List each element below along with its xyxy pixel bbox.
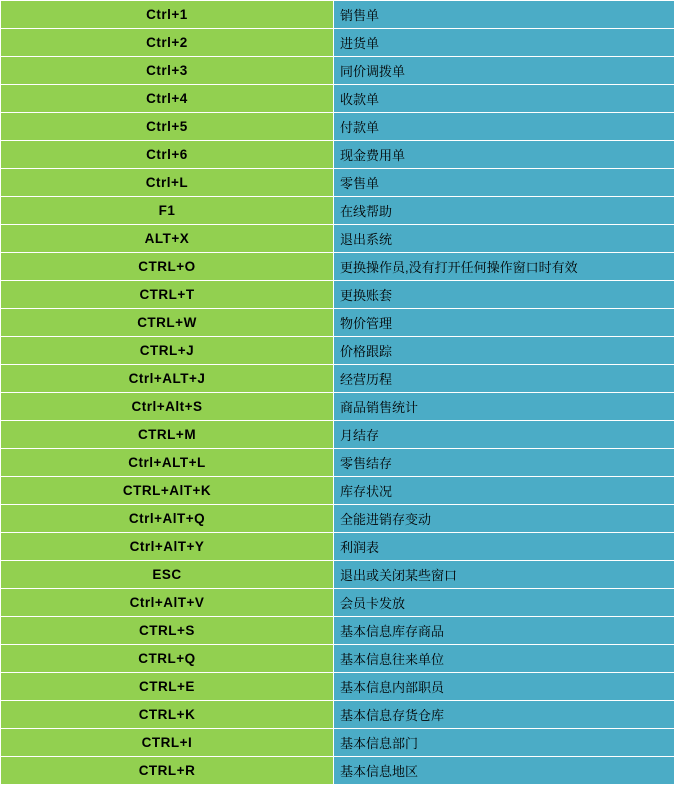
table-row bbox=[1, 393, 674, 421]
shortcut-description-cell: 基本信息部门 bbox=[334, 729, 674, 757]
shortcut-key-cell: F1 bbox=[1, 197, 334, 225]
shortcut-description-cell: 基本信息存货仓库 bbox=[334, 701, 674, 729]
shortcut-key-cell: CTRL+T bbox=[1, 281, 334, 309]
table-row bbox=[1, 505, 674, 533]
table-row bbox=[1, 645, 674, 673]
table-row bbox=[1, 57, 674, 85]
table-row bbox=[1, 253, 674, 281]
shortcut-key-cell: Ctrl+AlT+Q bbox=[1, 505, 334, 533]
table-row bbox=[1, 365, 674, 393]
table-row bbox=[1, 197, 674, 225]
shortcut-description-cell: 付款单 bbox=[334, 113, 674, 141]
table-row bbox=[1, 617, 674, 645]
shortcut-key-cell: CTRL+O bbox=[1, 253, 334, 281]
shortcut-key-cell: CTRL+W bbox=[1, 309, 334, 337]
shortcut-key-cell: Ctrl+2 bbox=[1, 29, 334, 57]
table-row bbox=[1, 701, 674, 729]
table-row bbox=[1, 533, 674, 561]
shortcut-key-cell: CTRL+Q bbox=[1, 645, 334, 673]
shortcut-key-cell: CTRL+E bbox=[1, 673, 334, 701]
shortcut-description-cell: 同价调拨单 bbox=[334, 57, 674, 85]
shortcut-key-cell: ESC bbox=[1, 561, 334, 589]
shortcut-description-cell: 会员卡发放 bbox=[334, 589, 674, 617]
shortcut-description-cell: 在线帮助 bbox=[334, 197, 674, 225]
shortcut-description-cell: 基本信息库存商品 bbox=[334, 617, 674, 645]
shortcut-key-cell: CTRL+M bbox=[1, 421, 334, 449]
shortcut-description-cell: 利润表 bbox=[334, 533, 674, 561]
shortcut-description-cell: 销售单 bbox=[334, 1, 674, 29]
shortcut-description-cell: 收款单 bbox=[334, 85, 674, 113]
shortcut-key-cell: Ctrl+AlT+Y bbox=[1, 533, 334, 561]
table-row bbox=[1, 729, 674, 757]
shortcut-description-cell: 基本信息往来单位 bbox=[334, 645, 674, 673]
table-row bbox=[1, 281, 674, 309]
shortcut-description-cell: 更换操作员,没有打开任何操作窗口时有效 bbox=[334, 253, 674, 281]
shortcut-description-cell: 物价管理 bbox=[334, 309, 674, 337]
table-row bbox=[1, 29, 674, 57]
shortcut-key-cell: CTRL+J bbox=[1, 337, 334, 365]
shortcut-key-cell: Ctrl+ALT+J bbox=[1, 365, 334, 393]
shortcut-key-cell: CTRL+R bbox=[1, 757, 334, 785]
table-row bbox=[1, 673, 674, 701]
table-row bbox=[1, 85, 674, 113]
shortcut-description-cell: 现金费用单 bbox=[334, 141, 674, 169]
shortcut-key-cell: Ctrl+1 bbox=[1, 1, 334, 29]
table-row bbox=[1, 169, 674, 197]
table-row bbox=[1, 589, 674, 617]
shortcut-description-cell: 零售单 bbox=[334, 169, 674, 197]
shortcut-key-cell: Ctrl+5 bbox=[1, 113, 334, 141]
shortcut-description-cell: 更换账套 bbox=[334, 281, 674, 309]
shortcut-key-cell: Ctrl+AlT+V bbox=[1, 589, 334, 617]
table-row bbox=[1, 337, 674, 365]
shortcut-key-cell: Ctrl+ALT+L bbox=[1, 449, 334, 477]
shortcut-description-cell: 价格跟踪 bbox=[334, 337, 674, 365]
shortcut-description-cell: 月结存 bbox=[334, 421, 674, 449]
table-row bbox=[1, 477, 674, 505]
shortcut-key-cell: Ctrl+4 bbox=[1, 85, 334, 113]
shortcut-key-cell: CTRL+AlT+K bbox=[1, 477, 334, 505]
table-row bbox=[1, 141, 674, 169]
table-row bbox=[1, 225, 674, 253]
table-row bbox=[1, 421, 674, 449]
table-row bbox=[1, 449, 674, 477]
shortcut-key-cell: Ctrl+6 bbox=[1, 141, 334, 169]
shortcut-key-cell: Ctrl+Alt+S bbox=[1, 393, 334, 421]
table-row bbox=[1, 309, 674, 337]
shortcut-key-cell: Ctrl+L bbox=[1, 169, 334, 197]
shortcut-description-cell: 全能进销存变动 bbox=[334, 505, 674, 533]
shortcut-key-cell: CTRL+S bbox=[1, 617, 334, 645]
shortcut-description-cell: 零售结存 bbox=[334, 449, 674, 477]
shortcut-table-body bbox=[1, 1, 674, 785]
table-row bbox=[1, 113, 674, 141]
shortcut-key-cell: CTRL+I bbox=[1, 729, 334, 757]
table-row bbox=[1, 757, 674, 785]
table-row bbox=[1, 561, 674, 589]
shortcut-description-cell: 库存状况 bbox=[334, 477, 674, 505]
shortcut-description-cell: 退出系统 bbox=[334, 225, 674, 253]
shortcut-description-cell: 商品销售统计 bbox=[334, 393, 674, 421]
shortcut-description-cell: 经营历程 bbox=[334, 365, 674, 393]
shortcut-key-cell: CTRL+K bbox=[1, 701, 334, 729]
shortcut-key-cell: Ctrl+3 bbox=[1, 57, 334, 85]
table-row bbox=[1, 1, 674, 29]
shortcut-description-cell: 退出或关闭某些窗口 bbox=[334, 561, 674, 589]
shortcut-description-cell: 基本信息地区 bbox=[334, 757, 674, 785]
shortcut-description-cell: 进货单 bbox=[334, 29, 674, 57]
shortcut-description-cell: 基本信息内部职员 bbox=[334, 673, 674, 701]
shortcut-key-cell: ALT+X bbox=[1, 225, 334, 253]
